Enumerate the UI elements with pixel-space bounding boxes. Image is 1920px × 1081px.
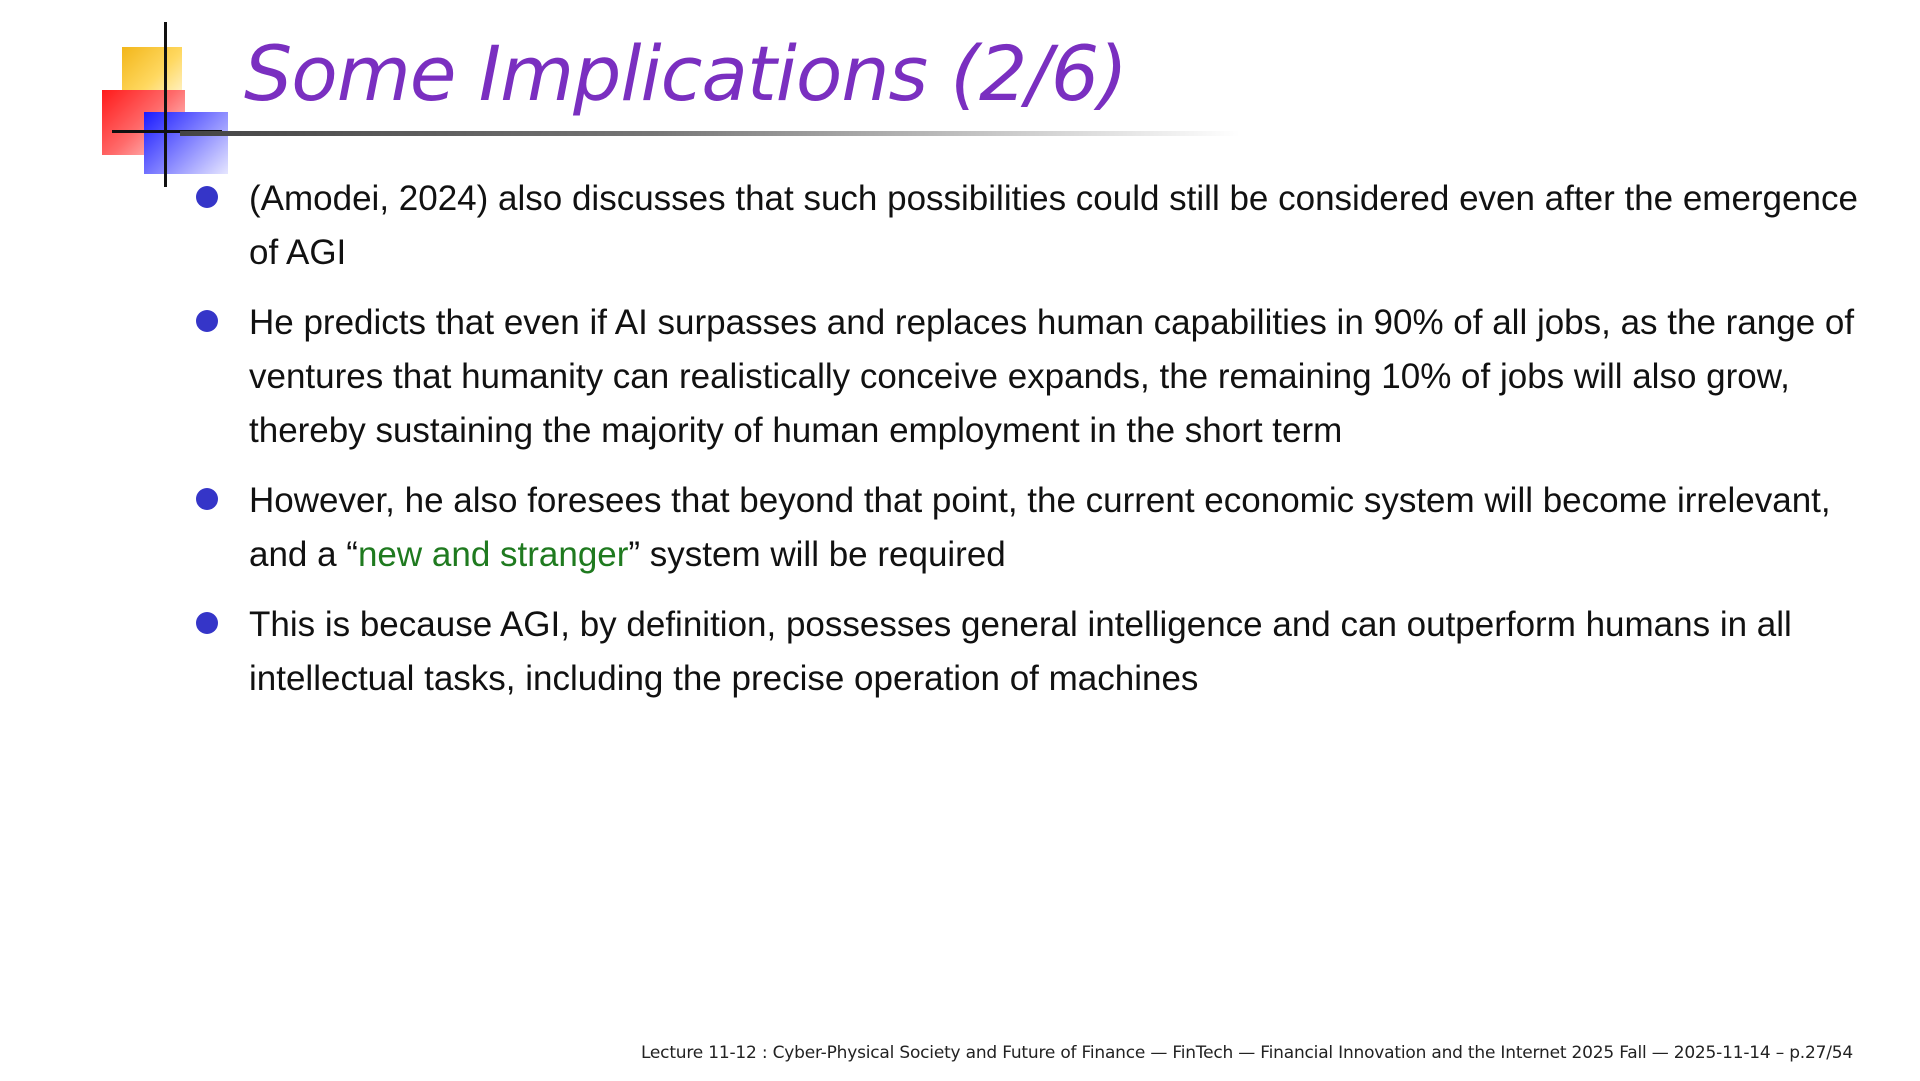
bullet-item xyxy=(196,474,1896,582)
bullet-dot-icon xyxy=(196,612,218,634)
bullet-text: He predicts that even if AI surpasses and replaces human capabilities in 90% of all jobs, as the range of ventures that humanity can realistically conceive expands, the remaining 10% of jobs will also grow, thereby sustaining the majority of human employment in the short term xyxy=(249,303,1855,450)
bullet-dot-icon xyxy=(196,488,218,510)
highlighted-phrase: new and stranger xyxy=(357,535,629,574)
slide-title: Some Implications (2/6) xyxy=(244,29,1127,118)
bullet-text-before: However, he also foresees that beyond that point, the current economic system will become irrelevant, and a “ xyxy=(249,481,1831,574)
bullet-dot-icon xyxy=(196,310,218,332)
logo-blue-square xyxy=(144,112,228,174)
bullet-list xyxy=(196,172,1896,722)
bullet-dot-icon xyxy=(196,186,218,208)
slide-footer: Lecture 11-12 : Cyber-Physical Society and Future of Finance — FinTech — Financial Innovation and the Internet 2025 Fall — 2025-11-14 – p.27/54 xyxy=(640,1043,1853,1063)
bullet-item xyxy=(196,598,1896,706)
logo-crosshair-vertical xyxy=(164,22,167,187)
bullet-item xyxy=(196,296,1896,458)
bullet-item xyxy=(196,172,1896,280)
slide-logo-icon xyxy=(100,22,240,192)
title-divider xyxy=(180,131,1240,136)
bullet-text: This is because AGI, by definition, possesses general intelligence and can outperform humans in all intellectual tasks, including the precise operation of machines xyxy=(249,605,1792,698)
bullet-text: (Amodei, 2024) also discusses that such possibilities could still be considered even after the emergence of AGI xyxy=(249,179,1858,272)
bullet-text-after: ” system will be required xyxy=(628,535,1006,574)
